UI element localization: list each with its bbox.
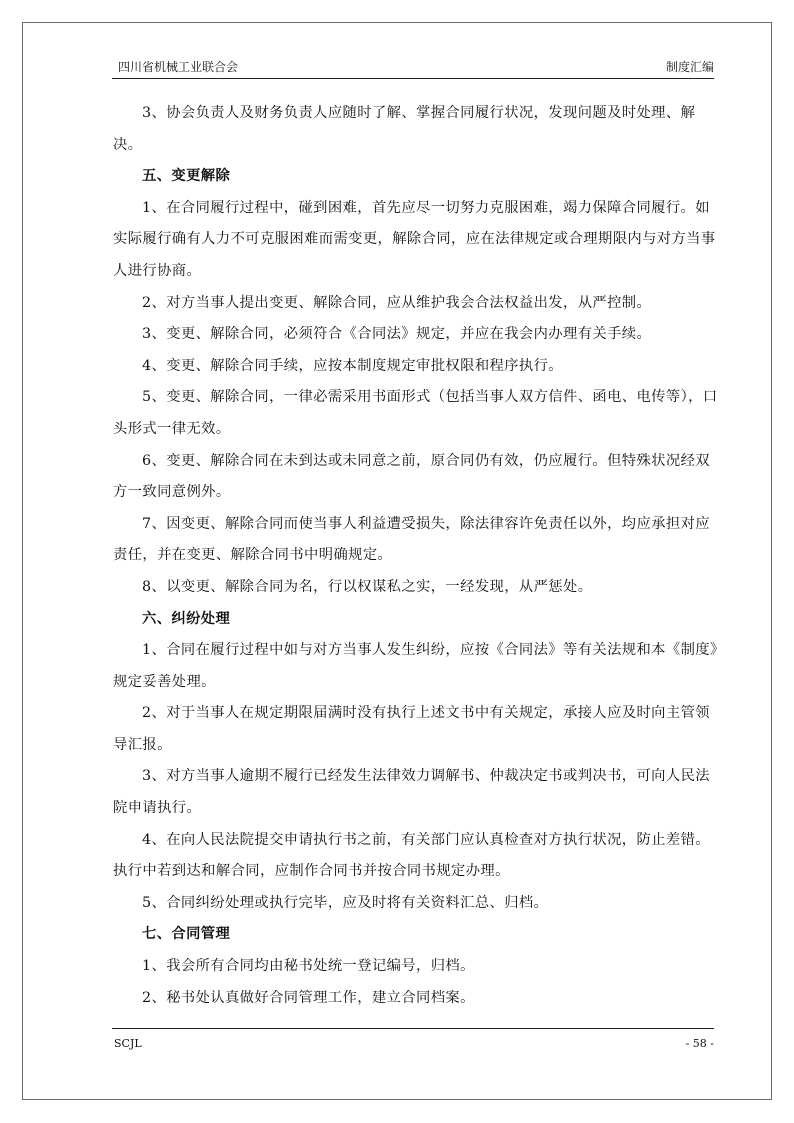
paragraph: 4、变更、解除合同手续，应按本制度规定审批权限和程序执行。 — [142, 357, 564, 374]
section-heading: 五、变更解除 — [142, 168, 231, 185]
page-header — [112, 56, 714, 79]
paragraph: 1、合同在履行过程中如与对方当事人发生纠纷，应按《合同法》等有关法规和本《制度》规定妥善处理。 — [113, 642, 718, 690]
header-doc-title: 制度汇编 — [665, 60, 714, 74]
paragraph: 3、变更、解除合同，必须符合《合同法》规定，并应在我会内办理有关手续。 — [142, 326, 652, 343]
section-heading: 七、合同管理 — [142, 926, 231, 943]
paragraph: 5、变更、解除合同，一律必需采用书面形式（包括当事人双方信件、函电、电传等），口头形式一律无效。 — [113, 389, 718, 437]
paragraph: 2、秘书处认真做好合同管理工作，建立合同档案。 — [142, 989, 475, 1006]
header-org: 四川省机械工业联合会 — [118, 60, 239, 74]
document-body — [113, 98, 723, 1014]
paragraph: 5、合同纠纷处理或执行完毕，应及时将有关资料汇总、归档。 — [142, 894, 549, 911]
paragraph: 7、因变更、解除合同而使当事人利益遭受损失，除法律容许免责任以外，均应承担对应责任，并在变更、解除合同书中明确规定。 — [113, 515, 710, 564]
paragraph: 2、对于当事人在规定期限届满时没有执行上述文书中有关规定，承接人应及时向主管领导汇报。 — [113, 705, 710, 753]
page-footer — [112, 1028, 714, 1051]
section-heading: 六、纠纷处理 — [142, 610, 231, 627]
page-number: - 58 - — [685, 1037, 714, 1050]
paragraph: 3、对方当事人逾期不履行已经发生法律效力调解书、仲裁决定书或判决书，可向人民法院申请执行。 — [113, 768, 710, 817]
paragraph: 4、在向人民法院提交申请执行书之前，有关部门应认真检查对方执行状况，防止差错。执行中若到达和解合同，应制作合同书并按合同书规定办理。 — [113, 831, 710, 880]
paragraph: 1、我会所有合同均由秘书处统一登记编号，归档。 — [142, 958, 475, 975]
paragraph: 3、协会负责人及财务负责人应随时了解、掌握合同履行状况，发现问题及时处理、解决。 — [113, 105, 696, 153]
paragraph: 1、在合同履行过程中，碰到困难，首先应尽一切努力克服困难，竭力保障合同履行。如实际履行确有人力不可克服困难而需变更，解除合同，应在法律规定或合理期限内与对方当事人进行协商。 — [113, 199, 716, 279]
footer-code: SCJL — [114, 1037, 142, 1050]
paragraph: 2、对方当事人提出变更、解除合同，应从维护我会合法权益出发，从严控制。 — [142, 294, 652, 311]
paragraph: 6、变更、解除合同在未到达或未同意之前，原合同仍有效，仍应履行。但特殊状况经双方一致同意例外。 — [113, 452, 710, 501]
paragraph: 8、以变更、解除合同为名，行以权谋私之实，一经发现，从严惩处。 — [142, 578, 593, 595]
